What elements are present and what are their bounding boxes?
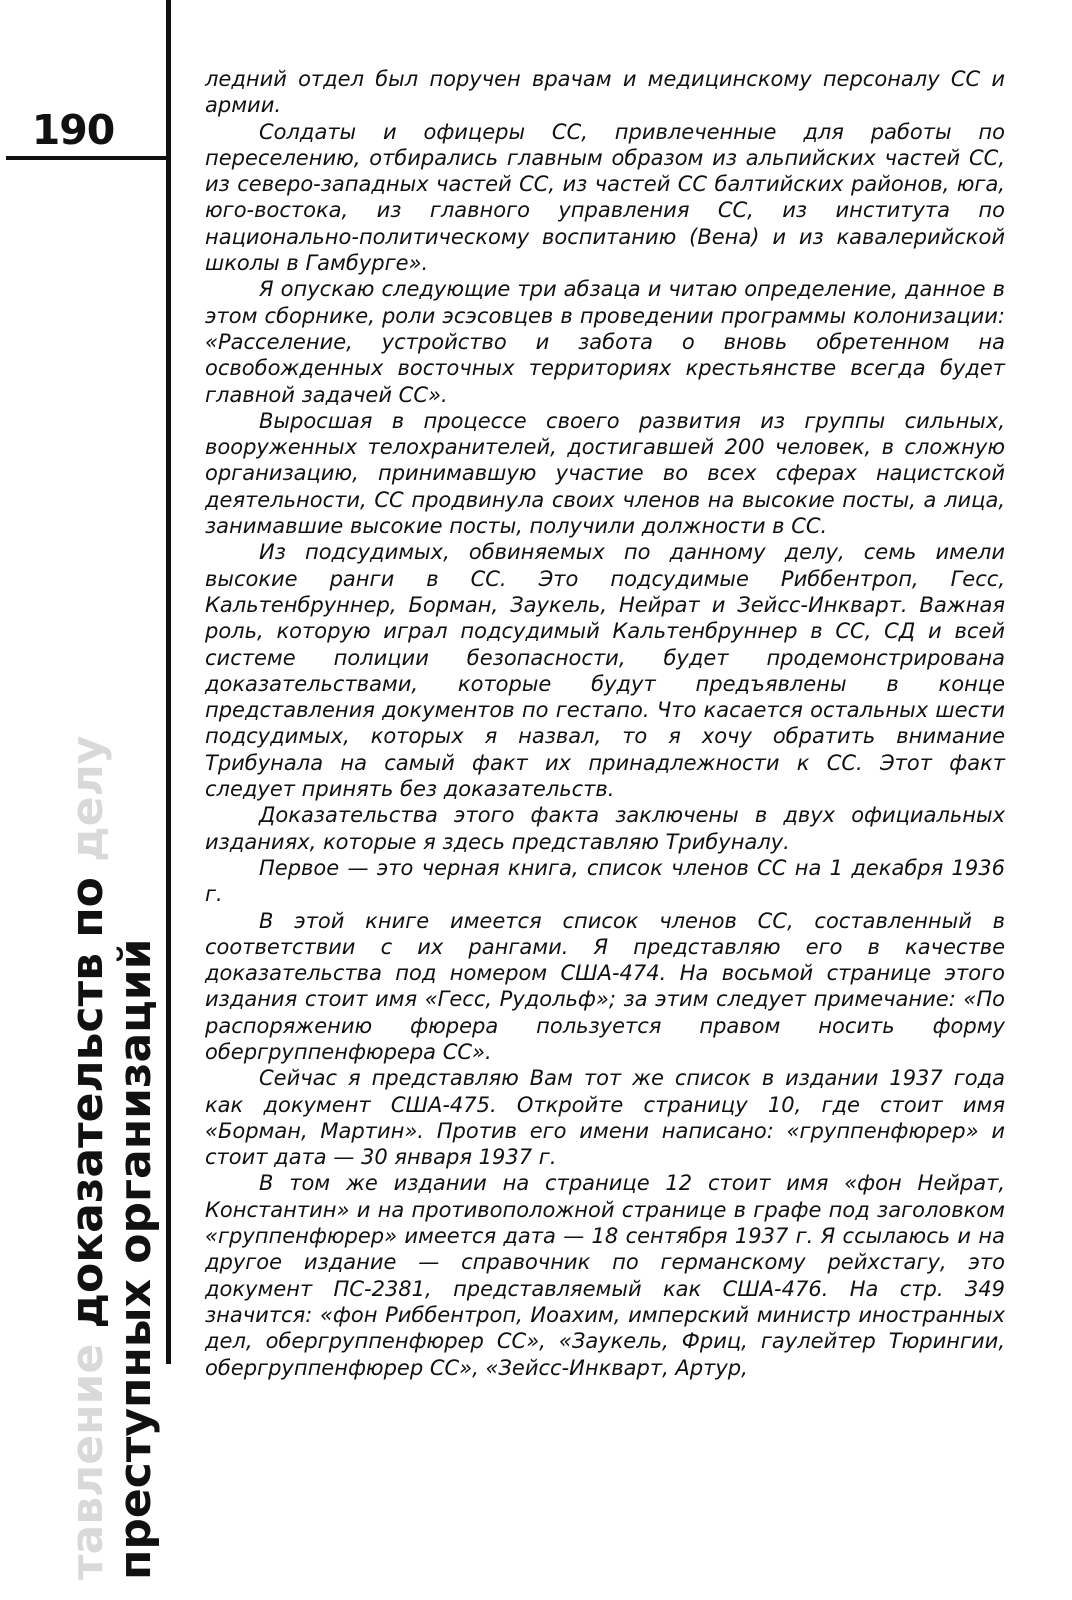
running-head-main: доказательств по	[62, 877, 113, 1329]
paragraph: В этой книге имеется список членов СС, составленный в соответствии с их рангами. Я представляю его в качестве доказательства под номером США-474. На восьмой странице этого издания стоит имя «Гесс, Рудольф»; за этим следует примечание: «По распоряжению фюрера пользуется правом носить форму обергруппенфюрера СС».	[205, 908, 1005, 1064]
paragraph: Первое — это черная книга, список членов СС на 1 декабря 1936 г.	[205, 855, 1005, 907]
running-head-faded-start: тавление	[62, 1343, 113, 1580]
paragraph: Сейчас я представляю Вам тот же список в издании 1937 года как документ США-475. Откройте страницу 10, где стоит имя «Борман, Мартин». Против его имени написано: «группенфюрер» и стоит дата — 30 января 1937 г.	[205, 1066, 1005, 1170]
body-text	[205, 66, 1005, 1381]
paragraph: Из подсудимых, обвиняемых по данному делу, семь имели высокие ранги в СС. Это подсудимые Риббентроп, Гесс, Кальтенбруннер, Борман, Заукель, Нейрат и Зейсс-Инкварт. Важная роль, которую играл подсудимый Кальтенбруннер в СС, СД и всей системе полиции безопасности, будет продемонстрирована доказательствами, которые будут предъявлены в конце представления документов по гестапо. Что касается остальных шести подсудимых, которых я назвал, то я хочу обратить внимание Трибунала на самый факт их принадлежности к СС. Этот факт следует принять без доказательств.	[205, 540, 1005, 802]
page-number-rule	[6, 156, 166, 160]
running-head-line-1	[62, 180, 113, 1580]
running-head-faded-end: делу	[62, 735, 113, 862]
paragraph: Солдаты и офицеры СС, привлеченные для работы по переселению, отбирались главным образом из альпийских частей СС, из северо-западных частей СС, из частей СС балтийских районов, юга, юго-востока, из главного управления СС, из института по национально-политическому воспитанию (Вена) и из кавалерийской школы в Гамбурге».	[205, 119, 1005, 276]
running-head-line-2	[110, 180, 161, 1580]
running-head-subtitle: преступных организаций	[110, 938, 161, 1580]
paragraph: Выросшая в процессе своего развития из группы сильных, вооруженных телохранителей, достигавшей 200 человек, в сложную организацию, принимавшую участие во всех сферах нацистской деятельности, СС продвинула своих членов на высокие посты, а лица, занимавшие высокие посты, получили должности в СС.	[205, 408, 1005, 539]
paragraph: Доказательства этого факта заключены в двух официальных изданиях, которые я здесь представляю Трибуналу.	[205, 803, 1005, 854]
page-number: 190	[31, 106, 115, 154]
paragraph: В том же издании на странице 12 стоит имя «фон Нейрат, Константин» и на противоположной странице в графе под заголовком «группенфюрер» имеется дата — 18 сентября 1937 г. Я ссылаюсь и на другое издание — справочник по германскому рейхстагу, это документ ПС-2381, представляемый как США-476. На стр. 349 значится: «фон Риббентроп, Иоахим, имперский министр иностранных дел, обергруппенфюрер СС», «Заукель, Фриц, гаулейтер Тюрингии, обергруппенфюрер СС», «Зейсс-Инкварт, Артур,	[205, 1171, 1005, 1380]
margin-vertical-rule	[166, 0, 171, 1364]
paragraph: Я опускаю следующие три абзаца и читаю определение, данное в этом сборнике, роли эсэсовцев в проведении программы колонизации: «Расселение, устройство и забота о вновь обретенном на освобожденных восточных территориях крестьянстве всегда будет главной задачей СС».	[205, 277, 1005, 407]
paragraph: ледний отдел был поручен врачам и медицинскому персоналу СС и армии.	[205, 67, 1005, 118]
